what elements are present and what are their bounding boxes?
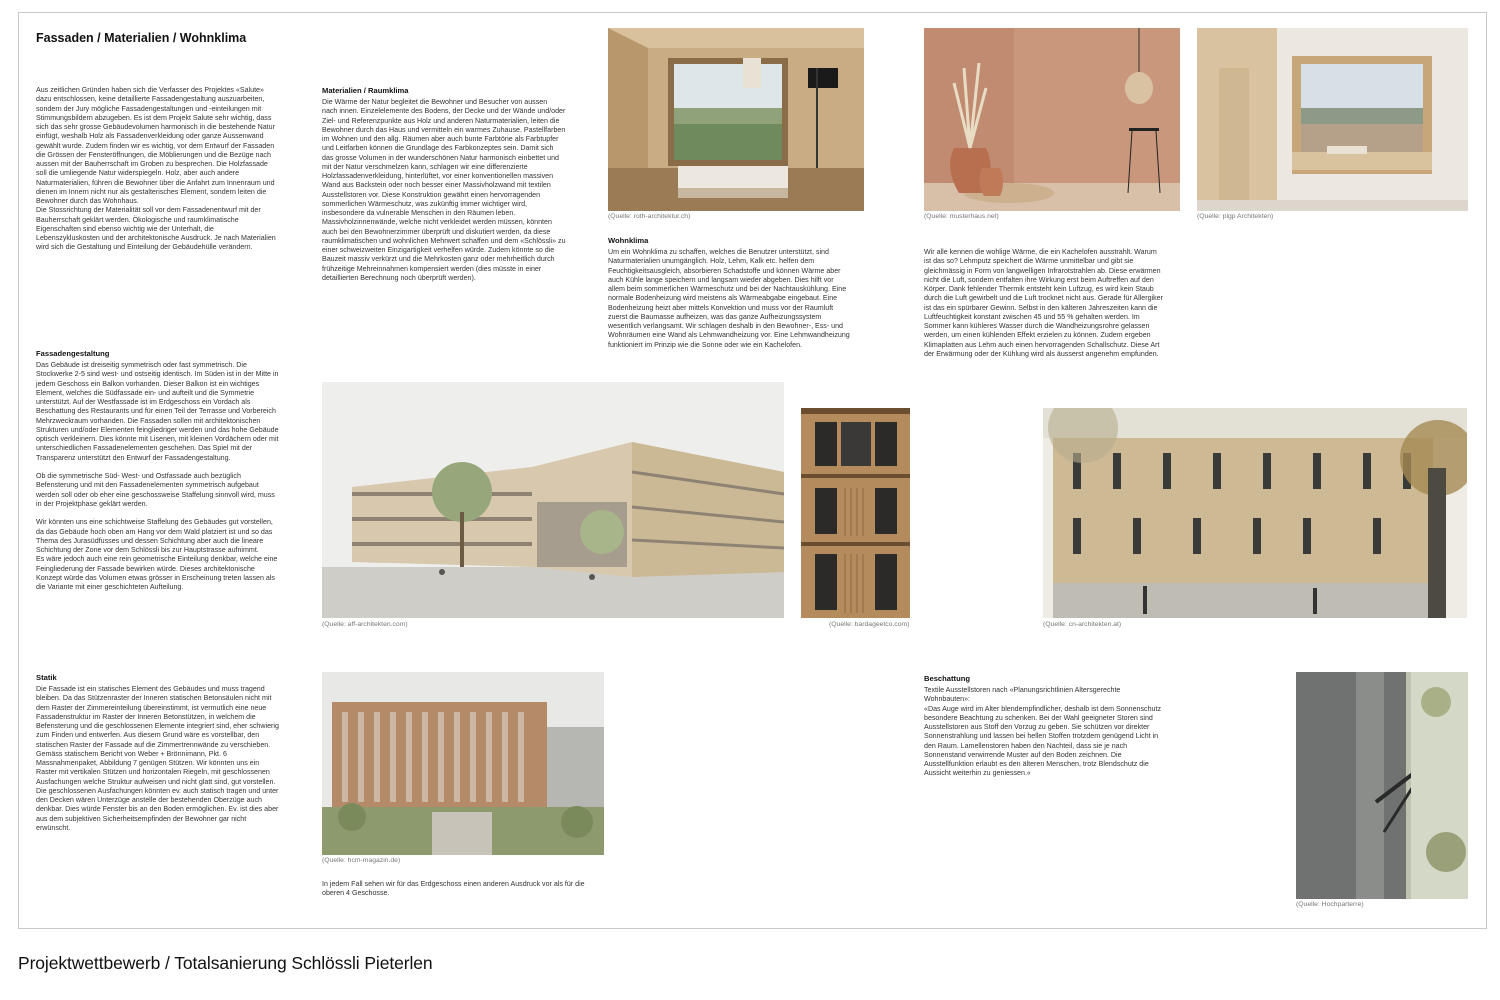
beschattung-text: Textile Ausstellstoren nach «Planungsrichtlinien Altersgerechte Wohnbauten»: «Das Auge wird im Alter blendempfindlicher, deshalb ist dem Sonnenschutz besondere Beachtung zu schenken. Bei der Wahl geeigneter Storen sind Ausstellstoren aus Stoff den Vorzug zu geben. Sie schützen vor direkter Sonnenstrahlung und lassen bei hellen Stoffen trotzdem genügend Licht in den Raum. Lamellenstoren haben den Nachteil, dass sie je nach Sonnenstand verwirrende Muster auf den Boden zeichnen. Die Ausstellfunktion erlaubt es den älteren Menschen, trotz Blendschutz die Aussicht weiterhin zu geniessen.« [924, 686, 1161, 778]
bedroom-photo [608, 28, 864, 211]
wohnklima-text: Um ein Wohnklima zu schaffen, welches die Benutzer unterstützt, sind Naturmaterialien unumgänglich. Holz, Lehm, Kalk etc. helfen dem Feuchtigkeitsausgleich, absorbieren Schadstoffe und können Wärme aber auch Kühle lange speichern und langsam wieder abgeben. Dies hilft vor allem beim sommerlichen Wärmeschutz und bei der Nachtauskühlung. Eine normale Bodenheizung wird meistens als Wärmeabgabe eingebaut. Eine Bodenheizung heizt aber mittels Konvektion und muss vor der Raumluft zuerst die Baumasse aufheizen, was das ganze Aufheizungssystem wesentlich verlangsamt. Wir schlagen deshalb in den Bewohner-, Ess- und Wohnräumen eine Wand als Lehmwandheizung vor. Eine Lehmwandheizung funktioniert im Prinzip wie die Sonne oder wie ein Kachelofen. [608, 248, 850, 349]
building-render-aff [322, 382, 784, 618]
erdgeschoss-note: In jedem Fall sehen wir für das Erdgeschoss einen anderen Ausdruck vor als für die oberen 4 Geschosse. [322, 880, 585, 898]
page-title: Fassaden / Materialien / Wohnklima [36, 31, 247, 45]
kachelofen-text: Wir alle kennen die wohlige Wärme, die ein Kachelofen ausstrahlt. Warum ist das so? Lehmputz speichert die Wärme unmittelbar und gibt sie gleichmässig in Form von langwelligen Infrarotstrahlen ab. Diese erwärmen nicht die Luft, sondern entfalten ihre Wirkung erst beim Auftreffen auf den Körper. Dank fehlender Thermik entsteht kein Luftzug, es wird kein Staub durch die Luft gewirbelt und die Luft trocknet nicht aus. Gerade für Allergiker ist das ein spürbarer Gewinn. Selbst in den kälteren Jahreszeiten kann die Luftfeuchtigkeit konstant zwischen 45 und 55 % gehalten werden. Im Sommer kann kühleres Wasser durch die Wandheizungsrohre gelassen werden, um einen kühlenden Effekt erzielen zu können. Zudem ergeben Klimaplatten aus Lehm auch einen hervorragenden Schallschutz. Diese Art der Erwärmung oder der Kühlung wird als äusserst angenehm empfunden. [924, 248, 1163, 358]
window-seat-photo [1197, 28, 1468, 211]
wohnklima-heading: Wohnklima [608, 236, 649, 245]
caption-hcm: (Quelle: hcm-magazin.de) [322, 857, 401, 864]
caption-plgp: (Quelle: plgp Architekten) [1197, 213, 1274, 220]
caption-musterhaus: (Quelle: musterhaus.net) [924, 213, 999, 220]
caption-bardage: (Quelle: bardageetco.com) [829, 621, 910, 628]
caption-roth: (Quelle: roth-architektur.ch) [608, 213, 691, 220]
footer-title: Projektwettbewerb / Totalsanierung Schlössli Pieterlen [18, 953, 433, 973]
wood-facade-photo [801, 408, 910, 618]
caption-hochparterre: (Quelle: Hochparterre) [1296, 901, 1364, 908]
materialien-heading: Materialien / Raumklima [322, 86, 409, 95]
clay-wall-photo [924, 28, 1180, 211]
materialien-text: Die Wärme der Natur begleitet die Bewohner und Besucher von aussen nach innen. Einzelelemente des Bodens, der Decke und der Wände und/oder Ziel- und Referenzpunkte aus Holz und anderen Naturmaterialien, leiten die Bewohner durch das Haus und vermitteln ein warmes Zuhause. Pastellfarben im Wohnen und den allg. Räumen aber auch bunte Farbtöne als Farbtupfer und Leitfarben können die Grundlage des Farbkonzeptes sein. Damit sich das grosse Volumen in der wunderschönen Natur harmonisch einbettet und mit der Natur verschmelzen kann, schlagen wir eine differenzierte Holzfassadenverkleidung, hinterlüftet, vor einer konventionellen massiven Wand aus Backstein oder noch besser einer Massivholzwand mit textilen Ausstellstoren vor. Diese Konstruktion gewährt einen hervorragenden sommerlichen Wärmeschutz, was zukünftig immer wichtiger wird, insbesondere da vulnerable Menschen in den Räumen leben. Massivholzinnenwände, welche nicht verkleidet werden müssen, könnten auch bei den Bewohnerzimmer überprüft und diskutiert werden, da diese raumklimatischen und wohnlichen Mehrwert schaffen und dem «Schlössli» zu einer schweizweiten Einzigartigkeit verhelfen würde. Zudem könnte so die Bauzeit massiv verkürzt und die Mehrkosten ganz oder mehrheitlich durch frühzeitige Mehreinnahmen kompensiert werden (dies müsste in einer detaillierten Berechnung noch überprüft werden). [322, 98, 566, 282]
facade-elevation-cn [1043, 408, 1467, 618]
beschattung-heading: Beschattung [924, 674, 970, 683]
awning-detail-photo [1296, 672, 1468, 899]
statik-heading: Statik [36, 673, 57, 682]
fassadengestaltung-text: Das Gebäude ist dreiseitig symmetrisch oder fast symmetrisch. Die Stockwerke 2-5 sind west- und ostseitig identisch. Im Süden ist in der Mitte in jedem Geschoss ein Balkon vorhanden. Dieser Balkon ist ein wichtiges Element, welches die Südfassade ein- und aufteilt und die Symmetrie unterstützt. Auf der Westfassade ist im Erdgeschoss ein Vordach als Beschattung des Restaurants und für einen Teil der Terrasse und Vorbereich Mehrzweckraum vorhanden. Die Fassaden sollen mit architektonischen Strukturen und/oder Elementen feingliedriger werden und das hohe Gebäude optisch verkleinern. Dies könnte mit Lisenen, mit kleinen Vordächern oder mit unterschiedlichen Fassadenelementen geschehen. Das Spiel mit der Transparenz unterstützt den Entwurf der Fassadengestaltung. Ob die symmetrische Süd- West- und Ostfassade auch bezüglich Befensterung und mit den Fassadenelementen symmetrisch aufgebaut werden soll oder ob eher eine geschossweise Staffelung sinnvoll wird, muss in der Projektphase geklärt werden. Wir könnten uns eine schichtweise Staffelung des Gebäudes gut vorstellen, da das Gebäude hoch oben am Hang vor dem Wald platziert ist und so das Thema des Jurasüdfusses und dessen Schichtung aber auch die lineare Schichtung der Zone vor dem Schlössli bis zur Hauptstrasse aufnimmt. Es wäre jedoch auch eine rein geometrische Einteilung denkbar, welche eine Feingliederung der Fassade bewirken würde. Dieses architektonische Konzept würde das Volumen etwas grösser in Erscheinung treten lassen als die Variante mit einer geschichteten Aufteilung. [36, 361, 279, 591]
caption-cn: (Quelle: cn-architekten.at) [1043, 621, 1122, 628]
caption-aff: (Quelle: aff-architekten.com) [322, 621, 408, 628]
fassadengestaltung-heading: Fassadengestaltung [36, 349, 110, 358]
statik-text: Die Fassade ist ein statisches Element des Gebäudes und muss tragend bleiben. Da das Stützenraster der Inneren statischen Betonsäulen nicht mit dem Raster der Zimmereinteilung übereinstimmt, ist vermutlich eine neue Fassadenstruktur im Raster der Inneren Betonstützen, in welchem die Befensterung und die geschlossenen Elemente integriert sind, eher schwierig zum Finden und entwerfen. Aus diesem Grund wäre es vorstellbar, den statischen Raster der Fassade auf die Zimmertrennwände zu verschieben. Gemäss statischem Bericht von Weber + Brönnimann, Pkt. 6 Massnahmenpaket, Abbildung 7 genügen Stützen. Wir könnten uns ein Raster mit vertikalen Stützen und horizontalen Riegeln, mit geschlossenen Ausfachungen welche Struktur aufweisen und nicht glatt sind, gut vorstellen. Die geschlossenen Ausfachungen könnten ev. auch statisch tragen und unter den Decken wären Unterzüge anstelle der bestehenden Oberzüge auch denkbar. Dies würde Fenster bis an den Boden ermöglichen. Ev. ist dies aber aus dem subjektiven Sicherheitsempfinden der Bewohner gar nicht erwünscht. [36, 685, 279, 832]
building-render-hcm [322, 672, 604, 855]
intro-text: Aus zeitlichen Gründen haben sich die Verfasser des Projektes «Salute» dazu entschlossen, keine detaillierte Fassadengestaltung auszuarbeiten, sondern der Jury mögliche Fassadengestaltungen und -einteilungen mit Stimmungsbildern abzugeben. Es ist dem Projekt Salute sehr wichtig, dass sich das sehr grosse Gebäudevolumen harmonisch in die bestehende Natur einfügt, weshalb Holz als Fassadenverkleidung oder ganze Aussenwand gewählt wurde. Zudem finden wir es wichtig, vor dem Entwurf der Fassaden die Grössen der Fensteröffnungen, die Möblierungen und die Bezüge nach aussen mit der Bauherrschaft im Groben zu besprechen. Die Holzfassade soll die umliegende Natur widerspiegeln. Holz, aber auch andere Naturmaterialien, führen die Bewohner über die Anfahrt zum Innenraum und dienen im Innern nicht nur als gestalterisches Element, sondern leiten die Bewohner durch das Wohnhaus. Die Stossrichtung der Materialität soll vor dem Fassadenentwurf mit der Bauherrschaft geklärt werden. Ökologische und raumklimatische Eigenschaften sind ebenso wichtig wie der Unterhalt, die Lebenszykluskosten und der architektonische Ausdruck. Je nach Materialien wird sich die Gestaltung und Einteilung der Gebäudehülle verändern. [36, 86, 276, 252]
